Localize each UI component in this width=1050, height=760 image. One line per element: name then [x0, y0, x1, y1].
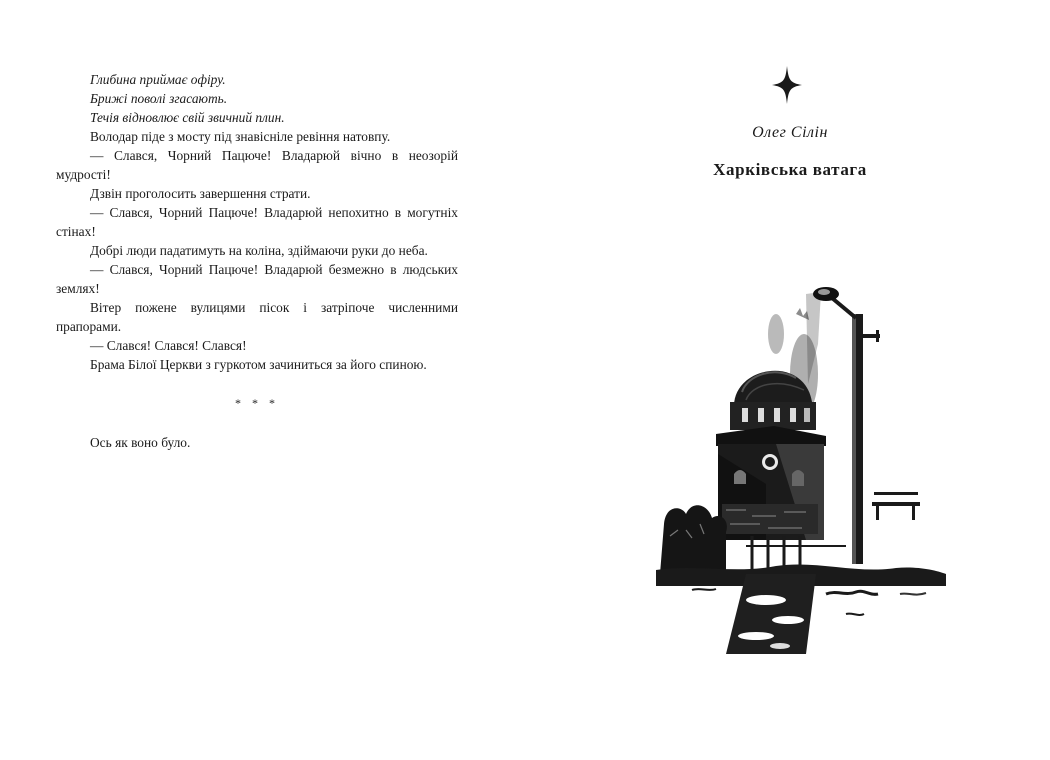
paragraph: — Слався, Чорний Пацюче! Владарюй непохитно в могутніх стінах! — [56, 205, 458, 239]
author-name: Олег Сілін — [752, 124, 828, 141]
paragraph: Добрі люди падатимуть на коліна, здіймаючи руки до неба. — [90, 243, 428, 258]
italic-line: Течія відновлює свій звичний плин. — [90, 110, 285, 125]
paragraph: Володар піде з мосту під знавісніле ревіння натовпу. — [90, 129, 391, 144]
section-separator: * * * — [235, 396, 279, 410]
closing-line: Ось як воно було. — [90, 435, 191, 450]
paragraph: Брама Білої Церкви з гуркотом зачиниться за його спиною. — [90, 357, 427, 372]
paragraph: — Слався! Слався! Слався! — [90, 338, 247, 353]
paragraph: — Слався, Чорний Пацюче! Владарюй безмежно в людських землях! — [56, 262, 458, 296]
paragraph: — Слався, Чорний Пацюче! Владарюй вічно в неозорій мудрості! — [56, 148, 458, 182]
italic-line: Глибина приймає офіру. — [90, 72, 226, 87]
church-and-streetlamp-illustration — [656, 274, 946, 654]
paragraph: Дзвін проголосить завершення страти. — [90, 186, 311, 201]
left-page — [56, 70, 458, 452]
four-point-star-icon — [772, 66, 802, 104]
italic-line: Брижі поволі згасають. — [90, 91, 228, 106]
paragraph: Вітер пожене вулицями пісок і затріпоче численними прапорами. — [56, 300, 458, 334]
book-title: Харківська ватага — [713, 160, 867, 179]
